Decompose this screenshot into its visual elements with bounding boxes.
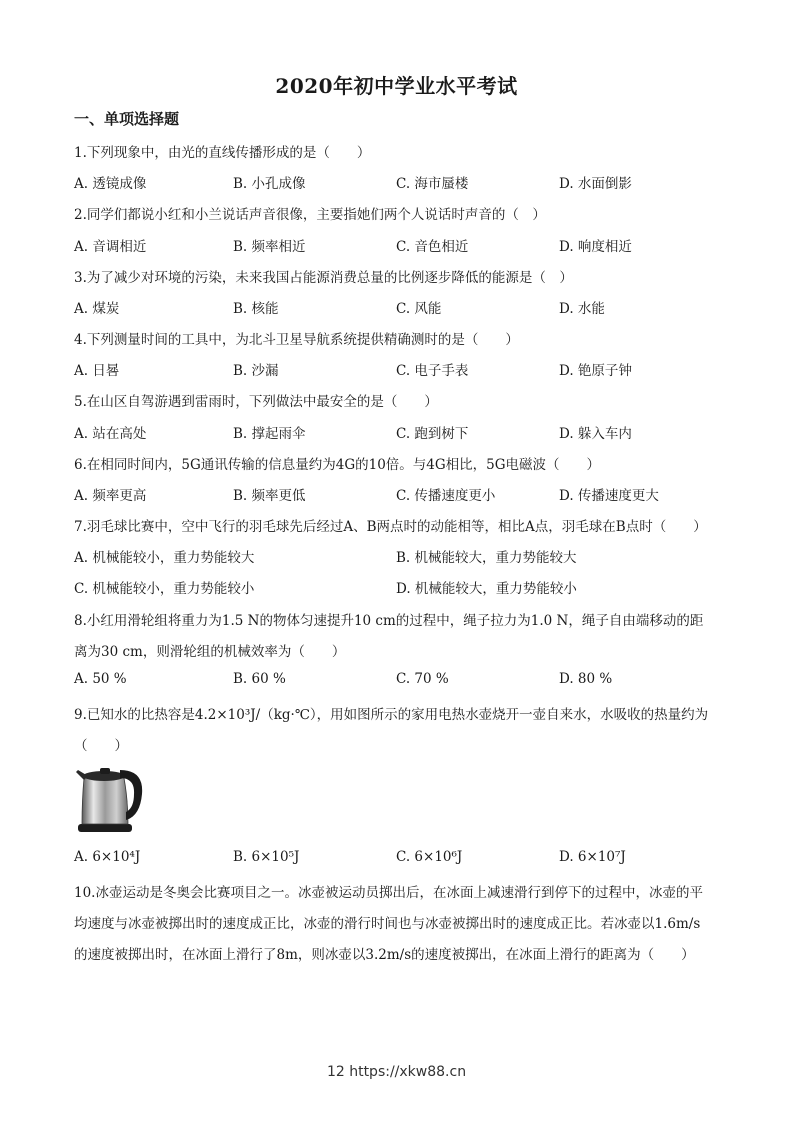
question-6-option-a: A. 频率更高 bbox=[74, 488, 147, 504]
question-6-option-d: D. 传播速度更大 bbox=[559, 488, 659, 504]
question-5-option-c: C. 跑到树下 bbox=[396, 426, 469, 442]
question-1-option-c: C. 海市蜃楼 bbox=[396, 176, 469, 192]
question-8-option-b: B. 60 % bbox=[233, 671, 286, 687]
question-2-option-c: C. 音色相近 bbox=[396, 239, 469, 255]
question-4-stem: 4.下列测量时间的工具中，为北斗卫星导航系统提供精确测时的是（ ） bbox=[74, 332, 519, 348]
question-9-stem-line-1: 9.已知水的比热容是4.2×10³J/（kg·℃），用如图所示的家用电热水壶烧开一壶自来水，水吸收的热量约为 bbox=[74, 707, 709, 723]
question-1-option-d: D. 水面倒影 bbox=[559, 176, 632, 192]
page-footer: 12 https://xkw88.cn bbox=[326, 1064, 467, 1080]
question-6-option-b: B. 频率更低 bbox=[233, 488, 306, 504]
page-title: 2020年初中学业水平考试 bbox=[275, 74, 518, 98]
question-1-stem: 1.下列现象中，由光的直线传播形成的是（ ） bbox=[74, 145, 371, 161]
question-9-option-a: A. 6×10⁴J bbox=[74, 849, 141, 865]
question-10-stem-line-3: 的速度被掷出时，在冰面上滑行了8m，则冰壶以3.2m/s的速度被掷出，在冰面上滑行的距离为（ ） bbox=[74, 947, 695, 963]
question-8-option-d: D. 80 % bbox=[559, 671, 613, 687]
question-9-option-c: C. 6×10⁶J bbox=[396, 849, 463, 865]
question-8-stem-line-1: 8.小红用滑轮组将重力为1.5 N的物体匀速提升10 cm的过程中，绳子拉力为1.0 N，绳子自由端移动的距 bbox=[74, 613, 704, 629]
question-4-option-d: D. 铯原子钟 bbox=[559, 363, 632, 379]
question-2-option-b: B. 频率相近 bbox=[233, 239, 306, 255]
question-2-stem: 2.同学们都说小红和小兰说话声音很像，主要指她们两个人说话时声音的（ ） bbox=[74, 207, 546, 223]
section-heading: 一、单项选择题 bbox=[74, 110, 180, 128]
question-8-option-c: C. 70 % bbox=[396, 671, 449, 687]
question-7-option-d: D. 机械能较大，重力势能较小 bbox=[396, 581, 577, 597]
question-4-option-a: A. 日晷 bbox=[74, 363, 120, 379]
question-2-option-d: D. 响度相近 bbox=[559, 239, 632, 255]
question-3-option-a: A. 煤炭 bbox=[74, 301, 120, 317]
question-3-option-d: D. 水能 bbox=[559, 301, 605, 317]
question-4-option-c: C. 电子手表 bbox=[396, 363, 469, 379]
question-3-stem: 3.为了减少对环境的污染，未来我国占能源消费总量的比例逐步降低的能源是（ ） bbox=[74, 270, 573, 286]
question-3-option-b: B. 核能 bbox=[233, 301, 279, 317]
question-7-option-a: A. 机械能较小，重力势能较大 bbox=[74, 550, 255, 566]
question-1-option-a: A. 透镜成像 bbox=[74, 176, 147, 192]
question-8-option-a: A. 50 % bbox=[74, 671, 127, 687]
question-4-option-b: B. 沙漏 bbox=[233, 363, 279, 379]
question-9-option-d: D. 6×10⁷J bbox=[559, 849, 626, 865]
question-2-option-a: A. 音调相近 bbox=[74, 239, 147, 255]
question-7-stem: 7.羽毛球比赛中，空中飞行的羽毛球先后经过A、B两点时的动能相等，相比A点，羽毛球在B点时（ ） bbox=[74, 519, 707, 535]
question-5-option-d: D. 躲入车内 bbox=[559, 426, 632, 442]
electric-kettle-image bbox=[74, 760, 146, 836]
question-1-option-b: B. 小孔成像 bbox=[233, 176, 306, 192]
question-10-stem-line-1: 10.冰壶运动是冬奥会比赛项目之一。冰壶被运动员掷出后，在冰面上减速滑行到停下的过程中，冰壶的平 bbox=[74, 885, 703, 901]
question-9-stem-line-2: （ ） bbox=[74, 738, 128, 754]
question-9-option-b: B. 6×10⁵J bbox=[233, 849, 300, 865]
question-6-stem: 6.在相同时间内，5G通讯传输的信息量约为4G的10倍。与4G相比，5G电磁波（ ） bbox=[74, 457, 601, 473]
question-3-option-c: C. 风能 bbox=[396, 301, 442, 317]
question-5-option-b: B. 撑起雨伞 bbox=[233, 426, 306, 442]
question-5-option-a: A. 站在高处 bbox=[74, 426, 147, 442]
question-5-stem: 5.在山区自驾游遇到雷雨时，下列做法中最安全的是（ ） bbox=[74, 394, 438, 410]
question-10-stem-line-2: 均速度与冰壶被掷出时的速度成正比，冰壶的滑行时间也与冰壶被掷出时的速度成正比。若冰壶以1.6m/s bbox=[74, 916, 701, 932]
question-7-option-b: B. 机械能较大，重力势能较大 bbox=[396, 550, 577, 566]
question-8-stem-line-2: 离为30 cm，则滑轮组的机械效率为（ ） bbox=[74, 644, 346, 660]
question-6-option-c: C. 传播速度更小 bbox=[396, 488, 496, 504]
question-7-option-c: C. 机械能较小，重力势能较小 bbox=[74, 581, 255, 597]
